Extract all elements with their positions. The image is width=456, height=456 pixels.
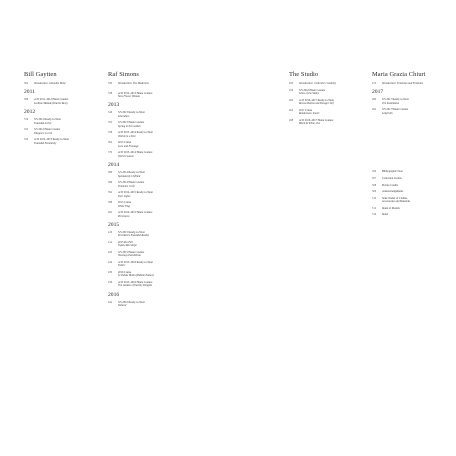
page-number: 322	[24, 128, 29, 132]
page-number: 516	[372, 213, 377, 217]
entry-title: S/S 2013 Haute Couture Spring in the Garden	[118, 121, 145, 128]
toc-entry[interactable]	[108, 121, 188, 128]
page-number: 442	[108, 300, 113, 304]
page-number: 414	[108, 241, 113, 245]
toc-entry[interactable]	[108, 171, 188, 178]
toc-entry[interactable]	[372, 82, 452, 85]
section-heading: Maria Grazia Chiuri	[372, 71, 426, 78]
toc-entry[interactable]	[108, 82, 188, 85]
page-number: 386	[108, 181, 113, 185]
toc-entry[interactable]	[289, 99, 369, 106]
page-number: 507	[372, 177, 377, 180]
year-heading: 2016	[108, 291, 120, 298]
toc-entry[interactable]	[108, 241, 188, 248]
page-number: 308	[24, 98, 29, 102]
page-number: 480	[372, 98, 377, 102]
section-heading: Bill Gaytten	[24, 71, 57, 78]
toc-entry[interactable]	[289, 89, 369, 96]
page-number: 352	[108, 121, 113, 125]
entry-title: A/W 2014–2015 Haute Couture Provisions	[118, 211, 153, 218]
entry-title: S/S 2016 Haute Couture Lilies of the Valley	[299, 88, 326, 95]
entry-title: S/S 2012 Ready-to-Wear Extended in Eye	[34, 118, 61, 125]
entry-title: S/S 2015 Ready-to-Wear Providence Extended Reality	[118, 231, 150, 238]
toc-entry[interactable]	[372, 190, 452, 193]
entry-title: A/W 2012–2013 Haute Couture New Flower Woman	[118, 91, 153, 98]
page-number: 456	[289, 88, 294, 92]
toc-column	[24, 71, 94, 148]
toc-entry[interactable]	[108, 211, 188, 218]
entry-title: S/S 2012 Haute Couture Elegance in cool	[34, 128, 61, 135]
toc-entry[interactable]	[108, 151, 188, 158]
toc-column	[289, 71, 369, 129]
entry-title: Introduction: Collective Creativity	[299, 82, 337, 85]
entry-title: S/S 2014 Haute Couture Feminine Craft	[118, 181, 145, 188]
page-number: 338	[108, 91, 113, 95]
page-number: 346	[108, 111, 113, 115]
entry-title: A/W 2013–2014 Ready-to-Wear Worlds in a Tent	[118, 131, 153, 138]
toc-entry[interactable]	[372, 108, 452, 115]
entry-title: 2017 Cruise Rendezvous Jouvet	[299, 108, 320, 115]
page-number: 460	[289, 98, 294, 102]
page-number: 398	[108, 201, 113, 205]
toc-entry[interactable]	[108, 201, 188, 208]
entry-title: Collection Credits	[382, 177, 402, 180]
toc-entry[interactable]	[108, 111, 188, 118]
entry-title: A/W 2013–2014 Haute Couture World Couture	[118, 151, 153, 158]
entry-title: S/S 2016 Ready-to-Wear Natural	[118, 300, 145, 308]
entry-title: S/S 2017 Ready-to-Wear The Installation	[382, 98, 409, 105]
toc-entry[interactable]	[24, 128, 94, 135]
toc-entry[interactable]	[108, 131, 188, 138]
page-number: 420	[108, 251, 113, 255]
toc-entry[interactable]	[372, 213, 452, 216]
page-number: 430	[108, 271, 113, 275]
page-number: 512	[372, 206, 377, 210]
entry-title: Bibliographic Note	[382, 170, 403, 174]
toc-entry[interactable]	[372, 207, 452, 210]
page-number: 316	[24, 118, 29, 122]
toc-entry[interactable]	[108, 181, 188, 188]
page-number: 304	[24, 82, 29, 85]
toc-entry[interactable]	[108, 92, 188, 99]
toc-entry[interactable]	[372, 98, 452, 105]
toc-entry[interactable]	[108, 231, 188, 238]
entry-title: Introduction: Feminism and Feminine	[382, 82, 424, 85]
page-number: 330	[108, 82, 113, 85]
year-heading: 2013	[108, 102, 120, 109]
page-number: 492	[372, 108, 377, 112]
section-heading: Raf Simons	[108, 71, 140, 78]
page-number: 426	[108, 261, 113, 265]
entry-title: Index of Models	[382, 206, 400, 210]
entry-title: A/W 2012–2013 Ready-to-Wear Extended Femininity	[34, 138, 69, 145]
toc-entry[interactable]	[372, 184, 452, 187]
page-number: 450	[289, 82, 294, 85]
page-number: 464	[289, 108, 294, 112]
year-heading: 2015	[108, 222, 120, 229]
toc-entry[interactable]	[372, 170, 452, 173]
section-heading: The Studio	[289, 71, 319, 78]
entry-title: Select Index of Clothes, Accessories and Materials	[382, 196, 411, 204]
page-number: 510	[372, 196, 377, 200]
toc-entry[interactable]	[24, 118, 94, 125]
entry-title: A/W 2015–2016 Ready-to-Wear Fabric	[118, 261, 153, 268]
toc-entry[interactable]	[108, 191, 188, 198]
spacer	[372, 118, 452, 170]
year-heading: 2017	[372, 89, 384, 96]
entry-title: 2013 Cruise Lace and Frontage	[118, 141, 139, 148]
entry-title: A/W 2016–2017 Haute Couture Black & White, Too	[299, 118, 334, 125]
page-number: 468	[289, 118, 294, 122]
entry-title: A/W 2015–2016 Haute Couture The Garden of Earthly Delights	[118, 281, 153, 288]
toc-entry[interactable]	[24, 82, 94, 85]
toc-entry[interactable]	[289, 82, 369, 85]
entry-title: Index	[382, 213, 389, 217]
page-number: 358	[108, 131, 113, 135]
page-number: 506	[372, 170, 377, 174]
page-number: 436	[108, 281, 113, 285]
toc-entry[interactable]	[108, 251, 188, 258]
toc-entry[interactable]	[108, 261, 188, 268]
toc-entry[interactable]	[24, 138, 94, 145]
page-number: 474	[372, 82, 377, 85]
entry-title: 2016 Cruise Le Palais Bulles (Bubble Palace)	[118, 271, 154, 278]
toc-entry[interactable]	[289, 119, 369, 126]
page-number: 392	[108, 191, 113, 195]
toc-entry[interactable]	[108, 141, 188, 148]
entry-title: Introduction: The Modernist	[118, 82, 149, 85]
entry-title: S/S 2015 Haute Couture Viewings Parallelism	[118, 251, 145, 258]
entry-title: A/W 2014–2015 Ready-to-Wear Dior Lights	[118, 191, 153, 198]
page-number: 410	[108, 231, 113, 235]
toc-entry[interactable]	[289, 109, 369, 116]
entry-title: 2015 Pre-Fall Tupelo Rio Stripe	[118, 241, 137, 248]
toc-entry[interactable]	[372, 177, 452, 180]
toc-entry[interactable]	[24, 98, 94, 105]
entry-title: A/W 2016–2017 Ready-to-Wear Reconciliation and Younger Self	[299, 98, 334, 105]
toc-entry[interactable]	[108, 281, 188, 288]
page-number: 370	[108, 151, 113, 155]
year-heading: 2014	[108, 162, 120, 169]
page-number: 324	[24, 138, 29, 142]
page-number: 508	[372, 183, 377, 187]
entry-title: Acknowledgements	[382, 190, 404, 194]
toc-column	[372, 71, 452, 220]
page-number: 509	[372, 190, 377, 194]
entry-title: S/S 2013 Ready-to-Wear Liberation	[118, 111, 145, 118]
toc-entry[interactable]	[108, 301, 188, 308]
toc-column	[108, 71, 188, 311]
toc-entry[interactable]	[372, 197, 452, 204]
page-number: 402	[108, 211, 113, 215]
year-heading: 2012	[24, 109, 36, 116]
entry-title: S/S 2014 Ready-to-Wear Spontaneity Unfilled	[118, 171, 145, 178]
entry-title: S/S 2017 Haute Couture Labyrinth	[382, 108, 409, 115]
toc-entry[interactable]	[108, 271, 188, 278]
page-number: 380	[108, 171, 113, 175]
page-number: 364	[108, 141, 113, 145]
year-heading: 2011	[24, 89, 35, 96]
entry-title: A/W 2011–2012 Haute Couture La Rose Malade (Diaries Resi)	[34, 98, 69, 105]
entry-title: Picture Credits	[382, 183, 399, 187]
entry-title: Introduction: A Double Bond	[34, 82, 66, 85]
entry-title: 2015 Cruise White Flag	[118, 201, 132, 208]
